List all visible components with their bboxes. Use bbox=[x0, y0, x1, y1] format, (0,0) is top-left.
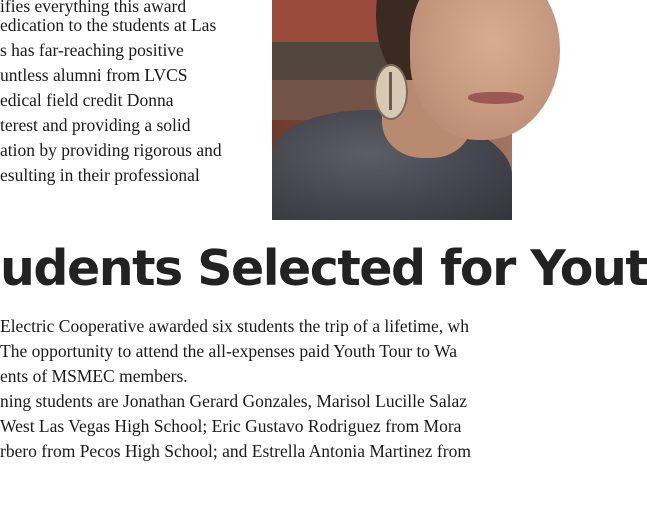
column-line-4: untless alumni from LVCS bbox=[0, 65, 188, 85]
column-line-8: esulting in their professional bbox=[0, 165, 200, 185]
earring-icon bbox=[374, 64, 408, 120]
column-line-1: ifies everything this award bbox=[0, 0, 187, 16]
body-line-2: The opportunity to attend the all-expenses paid Youth Tour to Wa bbox=[0, 341, 457, 361]
body-line-1: Electric Cooperative awarded six students the trip of a lifetime, wh bbox=[0, 316, 469, 336]
column-line-6: terest and providing a solid bbox=[0, 115, 191, 135]
column-line-3: s has far-reaching positive bbox=[0, 40, 184, 60]
article-column-text bbox=[0, 0, 262, 200]
article-headline: udents Selected for Yout bbox=[0, 240, 647, 297]
body-line-6: rbero from Pecos High School; and Estrella Antonia Martinez from bbox=[0, 441, 471, 461]
portrait-photo bbox=[272, 0, 512, 209]
column-line-5: edical field credit Donna bbox=[0, 90, 174, 110]
column-line-7: ation by providing rigorous and bbox=[0, 140, 222, 160]
body-line-5: West Las Vegas High School; Eric Gustavo Rodriguez from Mora bbox=[0, 416, 462, 436]
column-line-2: edication to the students at Las bbox=[0, 15, 217, 35]
body-line-4: ning students are Jonathan Gerard Gonzales, Marisol Lucille Salaz bbox=[0, 391, 468, 411]
body-line-3: ents of MSMEC members. bbox=[0, 366, 188, 386]
